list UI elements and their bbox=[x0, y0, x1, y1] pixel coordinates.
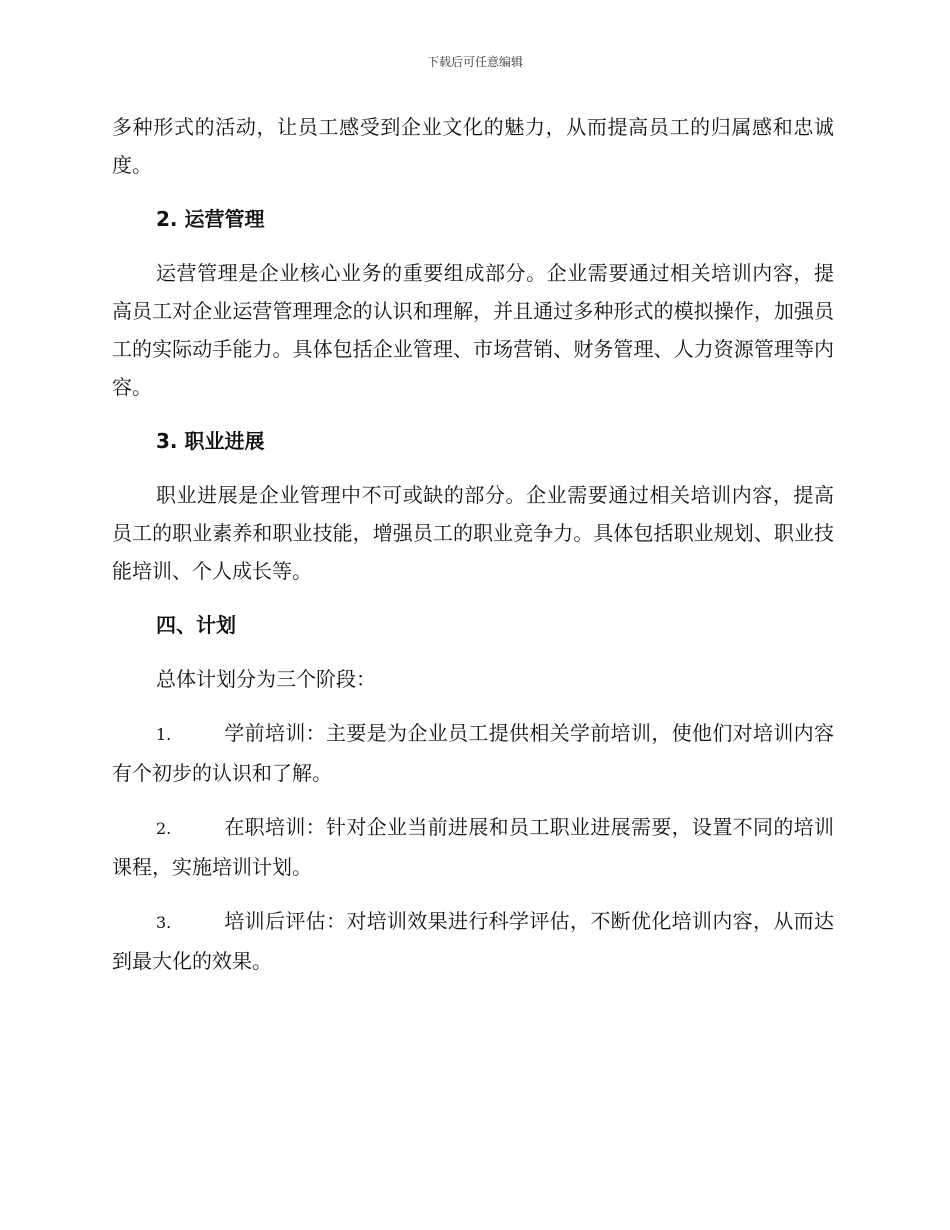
plan-item-2 bbox=[112, 808, 834, 886]
list-text: 培训后评估：对培训效果进行科学评估，不断优化培训内容，从而达到最大化的效果。 bbox=[112, 909, 834, 973]
paragraph-intro: 多种形式的活动，让员工感受到企业文化的魅力，从而提高员工的归属感和忠诚度。 bbox=[112, 115, 834, 177]
paragraph-career: 职业进展是企业管理中不可或缺的部分。企业需要通过相关培训内容，提高员工的职业素养和职业技能，增强员工的职业竞争力。具体包括职业规划、职业技能培训、个人成长等。 bbox=[112, 483, 834, 583]
list-number: 3. bbox=[156, 913, 172, 932]
list-text: 学前培训：主要是为企业员工提供相关学前培训，使他们对培训内容有个初步的认识和了解。 bbox=[112, 721, 834, 785]
page-header: 下载后可任意编辑 bbox=[426, 55, 523, 69]
heading-plan: 四、计划 bbox=[156, 613, 236, 637]
plan-item-3 bbox=[112, 902, 834, 980]
paragraph-plan-intro: 总体计划分为三个阶段： bbox=[156, 667, 376, 691]
heading-career: 3. 职业进展 bbox=[156, 429, 265, 453]
heading-operations: 2. 运营管理 bbox=[156, 207, 265, 231]
list-number: 2. bbox=[156, 819, 172, 838]
paragraph-operations: 运营管理是企业核心业务的重要组成部分。企业需要通过相关培训内容，提高员工对企业运营管理理念的认识和理解，并且通过多种形式的模拟操作，加强员工的实际动手能力。具体包括企业管理、市场营销、财务管理、人力资源管理等内容。 bbox=[112, 261, 834, 399]
list-text: 在职培训：针对企业当前进展和员工职业进展需要，设置不同的培训课程，实施培训计划。 bbox=[112, 815, 834, 879]
list-number: 1. bbox=[156, 725, 172, 744]
plan-item-1 bbox=[112, 714, 834, 792]
document-body bbox=[112, 108, 834, 980]
